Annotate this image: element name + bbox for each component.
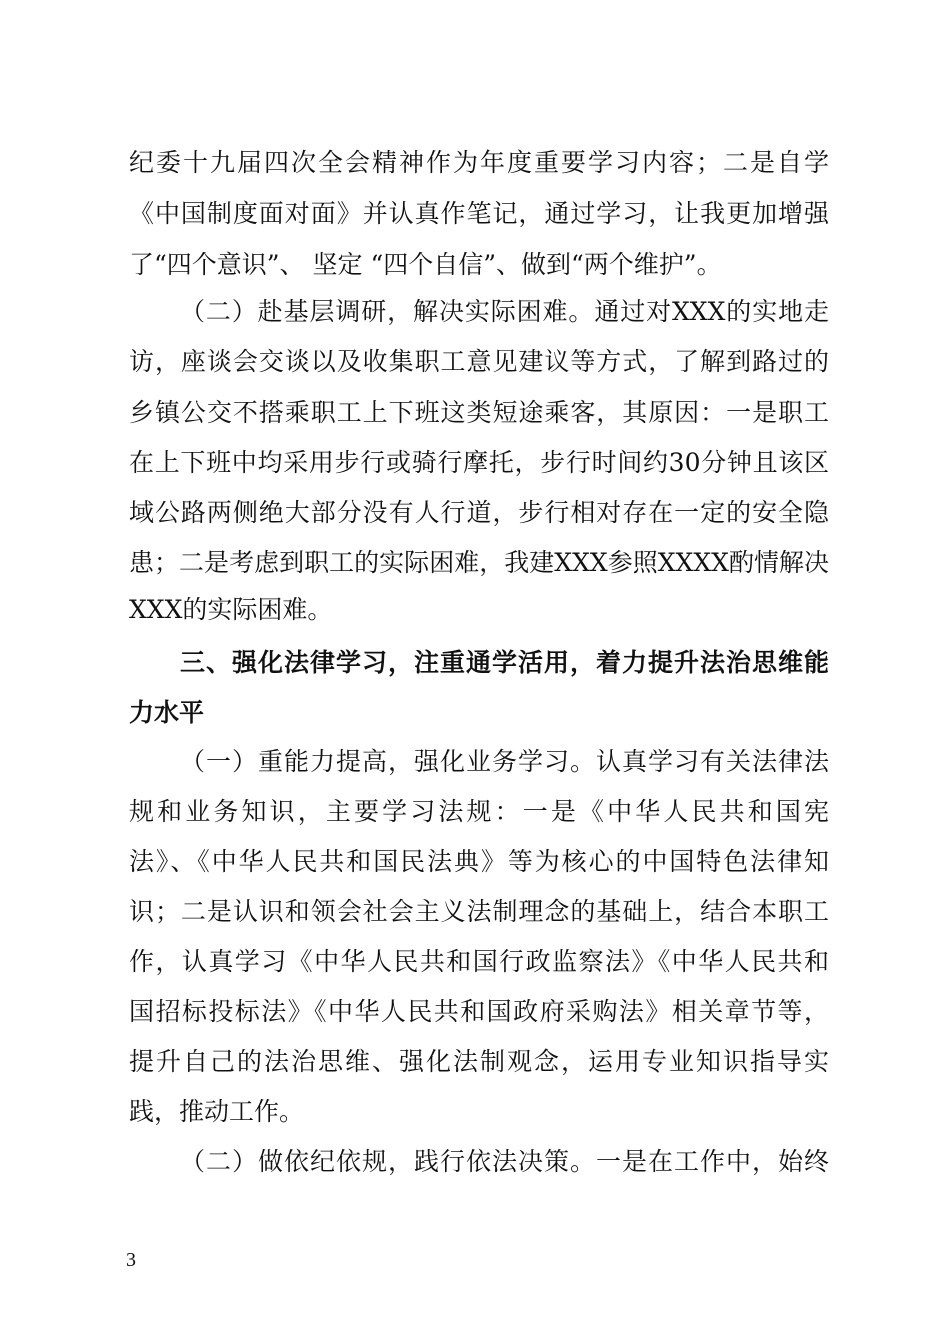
paragraph-line: 规和业务知识，主要学习法规：一是《中华人民共和国宪 — [129, 797, 829, 826]
paragraph-line: 识；二是认识和领会社会主义法制理念的基础上，结合本职工 — [129, 897, 829, 926]
page-number: 3 — [126, 1249, 136, 1271]
paragraph-line: 访，座谈会交谈以及收集职工意见建议等方式，了解到路过的 — [129, 347, 829, 376]
paragraph-line: （二）做依纪依规，践行依法决策。一是在工作中，始终 — [180, 1147, 829, 1176]
section-heading: 三、强化法律学习，注重通学活用，着力提升法治思维能 — [180, 648, 829, 677]
paragraph-line: 纪委十九届四次全会精神作为年度重要学习内容；二是自学 — [129, 148, 829, 177]
section-heading: 力水平 — [129, 698, 205, 727]
paragraph-line: XXX的实际困难。 — [129, 595, 333, 624]
paragraph-line: 践，推动工作。 — [129, 1097, 305, 1126]
paragraph-line: 国招标投标法》《中华人民共和国政府采购法》相关章节等， — [129, 997, 829, 1026]
paragraph-line: 法》、《中华人民共和国民法典》等为核心的中国特色法律知 — [129, 847, 829, 876]
paragraph-line: （二）赴基层调研，解决实际困难。通过对XXX的实地走 — [180, 297, 829, 326]
paragraph-line: 乡镇公交不搭乘职工上下班这类短途乘客，其原因：一是职工 — [129, 398, 829, 427]
paragraph-line: （一）重能力提高，强化业务学习。认真学习有关法律法 — [180, 747, 829, 776]
paragraph-line: 作，认真学习《中华人民共和国行政监察法》《中华人民共和 — [129, 947, 829, 976]
paragraph-line: 在上下班中均采用步行或骑行摩托，步行时间约30分钟且该区 — [129, 448, 829, 477]
paragraph-line: 患；二是考虑到职工的实际困难，我建XXX参照XXXX酌情解决 — [129, 548, 829, 577]
paragraph-line: 域公路两侧绝大部分没有人行道，步行相对存在一定的安全隐 — [129, 498, 829, 527]
paragraph-line: 提升自己的法治思维、强化法制观念，运用专业知识指导实 — [129, 1047, 829, 1076]
paragraph-line: 了“四个意识”、 坚定 “四个自信”、做到“两个维护”。 — [129, 250, 722, 279]
paragraph-line: 《中国制度面对面》并认真作笔记，通过学习，让我更加增强 — [129, 199, 829, 228]
